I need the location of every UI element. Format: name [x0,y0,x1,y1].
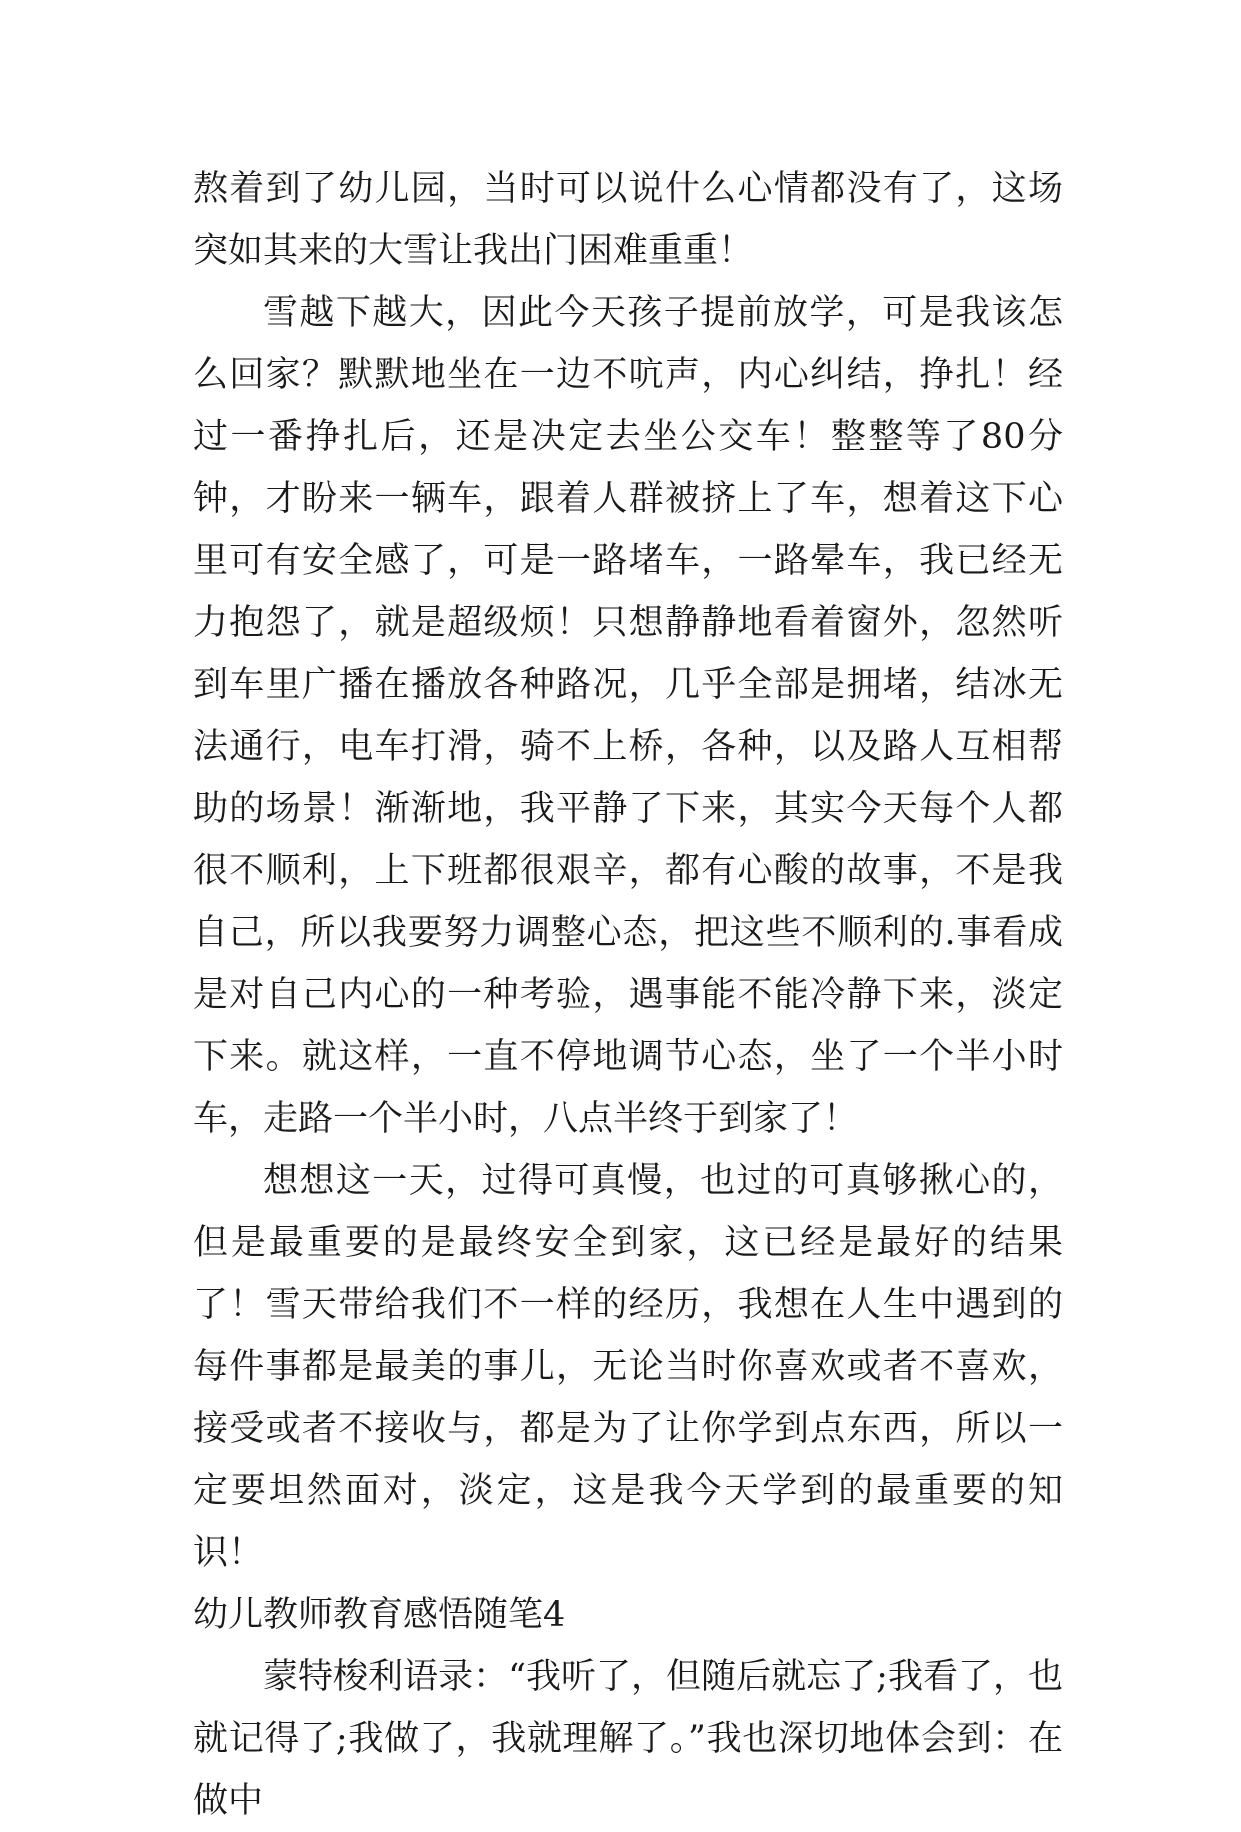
section-heading: 幼儿教师教育感悟随笔4 [193,1595,566,1635]
paragraph-continuation: 熬着到了幼儿园，当时可以说什么心情都没有了，这场突如其来的大雪让我出门困难重重！ [193,169,1063,271]
document-body [193,158,1063,1832]
paragraph-snowstorm-commute: 雪越下越大，因此今天孩子提前放学，可是我该怎么回家？默默地坐在一边不吭声，内心纠结，挣扎！经过一番挣扎后，还是决定去坐公交车！整整等了80分钟，才盼来一辆车，跟着人群被挤上了车，想着这下心里可有安全感了，可是一路堵车，一路晕车，我已经无力抱怨了，就是超级烦！只想静静地看着窗外，忽然听到车里广播在播放各种路况，几乎全部是拥堵，结冰无法通行，电车打滑，骑不上桥，各种，以及路人互相帮助的场景！渐渐地，我平静了下来，其实今天每个人都很不顺利，上下班都很艰辛，都有心酸的故事，不是我自己，所以我要努力调整心态，把这些不顺利的.事看成是对自己内心的一种考验，遇事能不能冷静下来，淡定下来。就这样，一直不停地调节心态，坐了一个半小时车，走路一个半小时，八点半终于到家了！ [193,293,1063,1139]
paragraph-montessori-quote: 蒙特梭利语录：“我听了，但随后就忘了;我看了，也就记得了;我做了，我就理解了。”我也深切地体会到：在做中 [193,1657,1063,1821]
paragraph-reflection: 想想这一天，过得可真慢，也过的可真够揪心的，但是最重要的是最终安全到家，这已经是最好的结果了！雪天带给我们不一样的经历，我想在人生中遇到的每件事都是最美的事儿，无论当时你喜欢或者不喜欢，接受或者不接收与，都是为了让你学到点东西，所以一定要坦然面对，淡定，这是我今天学到的最重要的知识！ [193,1161,1063,1573]
